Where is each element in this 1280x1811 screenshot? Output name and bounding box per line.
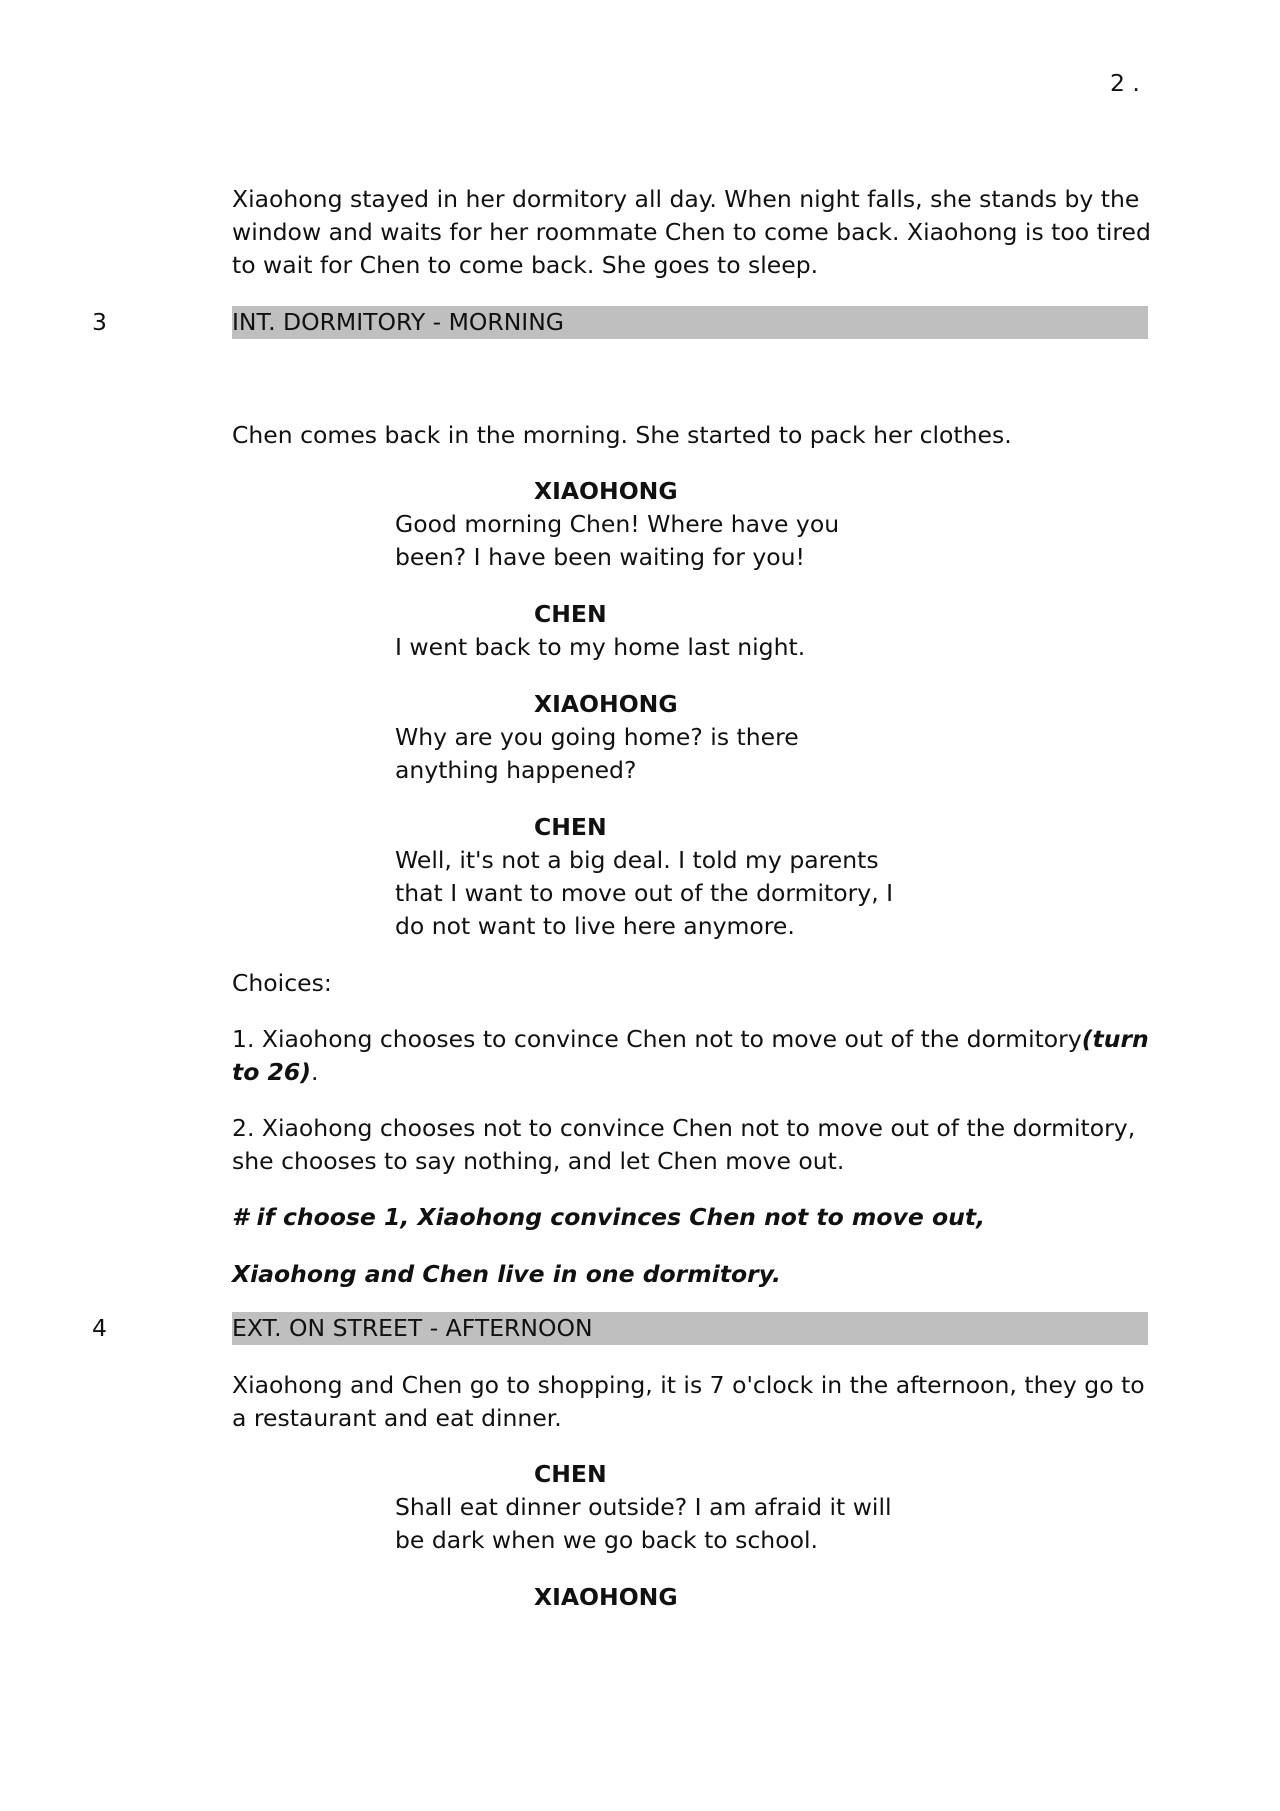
choice-text: 1. Xiaohong chooses to convince Chen not to move out of the dormitory: [232, 1025, 1082, 1053]
dialogue-line: be dark when we go back to school.: [395, 1526, 818, 1554]
dialogue-line: do not want to live here anymore.: [395, 912, 795, 940]
scene-action: Xiaohong and Chen go to shopping, it is 7 o'clock in the afternoon, they go to a restaurant and eat dinner.: [232, 1371, 1145, 1432]
character-name: CHEN: [534, 813, 607, 841]
character-name: CHEN: [534, 1460, 607, 1488]
choices-label: Choices:: [232, 969, 332, 997]
dialogue-line: Well, it's not a big deal. I told my parents: [395, 846, 879, 874]
branch-note: # if choose 1, Xiaohong convinces Chen not to move out,: [232, 1203, 986, 1231]
choice-turn-ref: (turn to 26): [232, 1025, 1149, 1086]
character-name: XIAOHONG: [534, 690, 678, 718]
choice-option-1: [232, 1023, 1152, 1089]
scene-number: 3: [92, 308, 107, 336]
dialogue-line: Shall eat dinner outside? I am afraid it will: [395, 1493, 892, 1521]
character-name: XIAOHONG: [534, 1583, 678, 1611]
dialogue-line: anything happened?: [395, 756, 637, 784]
dialogue-line: Good morning Chen! Where have you: [395, 510, 840, 538]
character-name: CHEN: [534, 600, 607, 628]
character-name: XIAOHONG: [534, 477, 678, 505]
dialogue-line: that I want to move out of the dormitory, I: [395, 879, 894, 907]
scene-number: 4: [92, 1314, 107, 1342]
scene-action: Xiaohong stayed in her dormitory all day. When night falls, she stands by the window and waits for her roommate Chen to come back. Xiaohong is too tired to wait for Chen to come back. She goes to sleep.: [232, 185, 1151, 279]
dialogue-line: I went back to my home last night.: [395, 633, 806, 661]
scene-heading: EXT. ON STREET - AFTERNOON: [232, 1312, 1148, 1345]
choice-option-2: 2. Xiaohong chooses not to convince Chen not to move out of the dormitory, she chooses to say nothing, and let Chen move out.: [232, 1114, 1136, 1175]
scene-action: Chen comes back in the morning. She started to pack her clothes.: [232, 421, 1012, 449]
choice-punctuation: .: [311, 1058, 319, 1086]
branch-note: Xiaohong and Chen live in one dormitory.: [232, 1260, 781, 1288]
scene-heading: INT. DORMITORY - MORNING: [232, 306, 1148, 339]
page-number: 2 .: [1110, 69, 1140, 97]
dialogue-line: been? I have been waiting for you!: [395, 543, 805, 571]
dialogue-line: Why are you going home? is there: [395, 723, 799, 751]
